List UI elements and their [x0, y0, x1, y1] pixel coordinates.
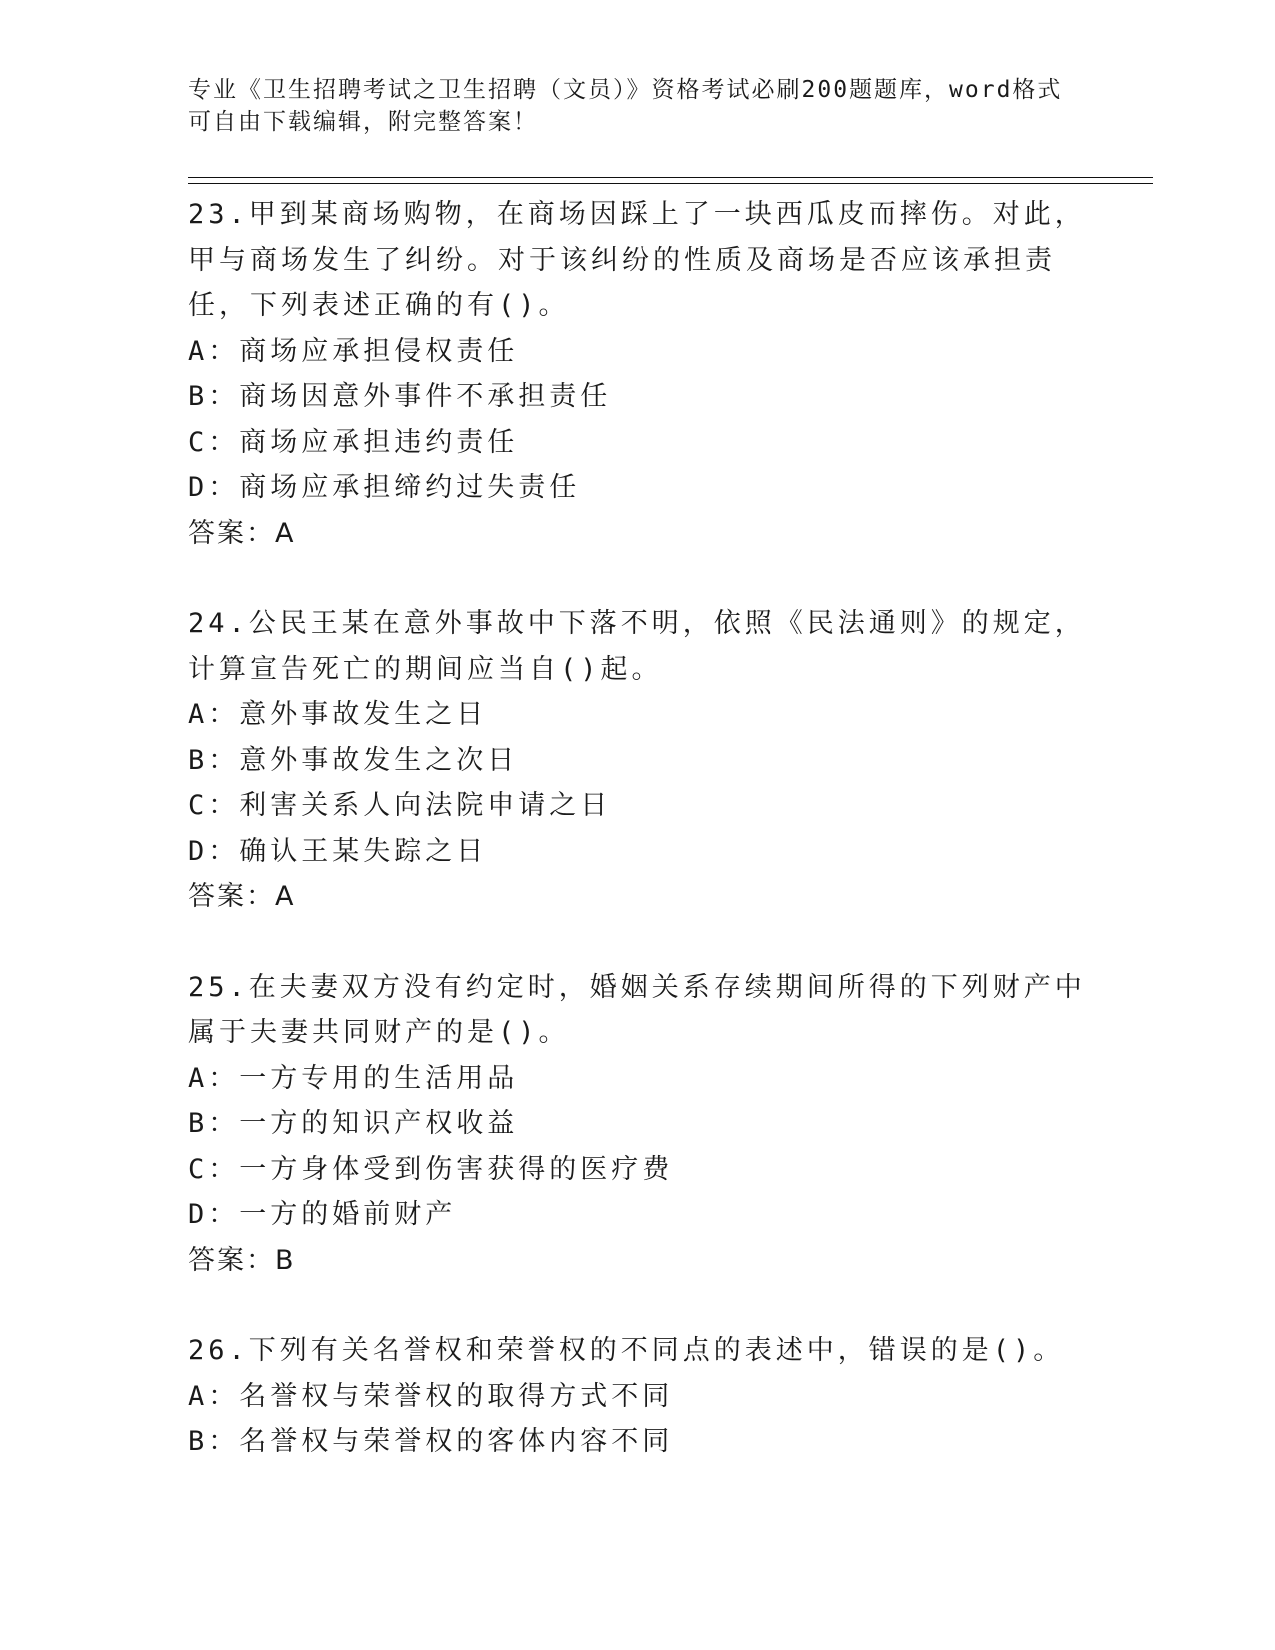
- header-divider-bottom: [188, 183, 1153, 184]
- option-c: C：一方身体受到伤害获得的医疗费: [188, 1153, 674, 1185]
- option-a: A：一方专用的生活用品: [188, 1062, 519, 1094]
- option-a: A：名誉权与荣誉权的取得方式不同: [188, 1380, 674, 1412]
- question-list: [188, 192, 1088, 1510]
- option-b: B：名誉权与荣誉权的客体内容不同: [188, 1426, 674, 1457]
- option-a: A：意外事故发生之日: [188, 699, 488, 730]
- question-24: [188, 601, 1088, 920]
- option-b: B：商场因意外事件不承担责任: [188, 381, 612, 412]
- option-b: B：一方的知识产权收益: [188, 1108, 519, 1139]
- document-header: 专业《卫生招聘考试之卫生招聘（文员）》资格考试必刷200题题库，word格式可自由下载编辑，附完整答案！: [188, 77, 1063, 135]
- option-c: C：商场应承担违约责任: [188, 426, 519, 458]
- question-23: [188, 192, 1088, 556]
- answer-line: 答案：A: [188, 881, 296, 912]
- question-26: [188, 1328, 1088, 1465]
- header-divider-top: [188, 177, 1153, 178]
- question-stem: 25.在夫妻双方没有约定时，婚姻关系存续期间所得的下列财产中属于夫妻共同财产的是()。: [188, 971, 1086, 1048]
- option-b: B：意外事故发生之次日: [188, 744, 519, 776]
- option-a: A：商场应承担侵权责任: [188, 335, 519, 367]
- answer-line: 答案：B: [188, 1244, 296, 1276]
- question-stem: 26.下列有关名誉权和荣誉权的不同点的表述中，错误的是()。: [188, 1335, 1065, 1366]
- question-stem: 23.甲到某商场购物，在商场因踩上了一块西瓜皮而摔伤。对此，甲与商场发生了纠纷。对于该纠纷的性质及商场是否应该承担责任，下列表述正确的有()。: [188, 199, 1086, 321]
- option-d: D：确认王某失踪之日: [188, 835, 488, 867]
- question-stem: 24.公民王某在意外事故中下落不明，依照《民法通则》的规定，计算宣告死亡的期间应当自()起。: [188, 608, 1086, 685]
- option-c: C：利害关系人向法院申请之日: [188, 790, 612, 821]
- option-d: D：商场应承担缔约过失责任: [188, 472, 581, 503]
- option-d: D：一方的婚前财产: [188, 1199, 457, 1230]
- answer-line: 答案：A: [188, 517, 296, 549]
- question-25: [188, 965, 1088, 1284]
